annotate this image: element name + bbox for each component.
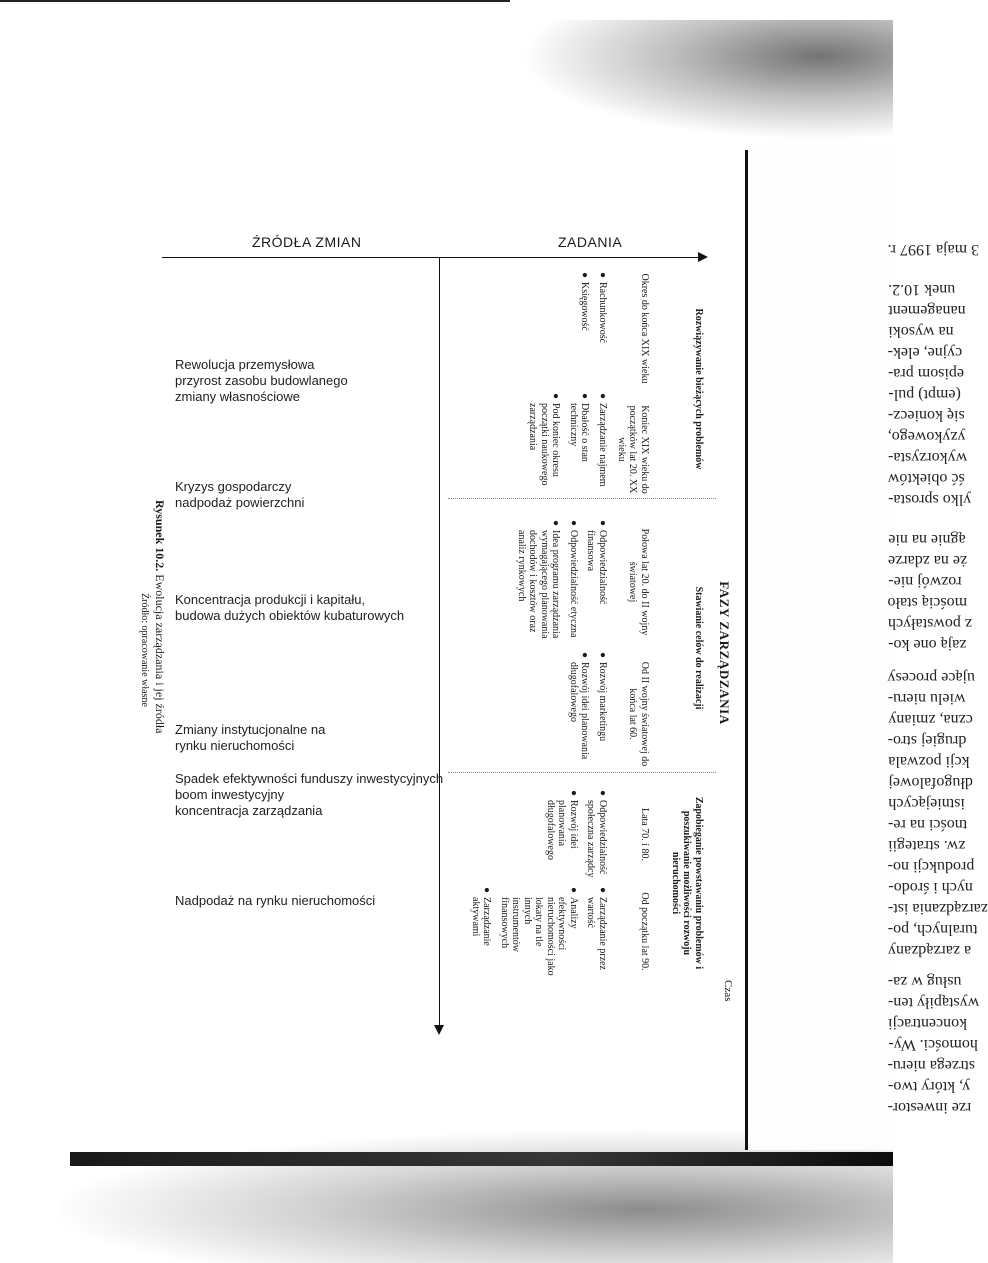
adjacent-page-line: a zarządzany [888,942,972,959]
task-item: ● Pod koniec okresu początki naukowego zarządzania [527,393,562,506]
figure-caption [118,500,168,800]
source-line: Koncentracja produkcji i kapitału, [175,592,366,607]
adjacent-page-line: rze inwestor- [888,1099,972,1116]
adjacent-page-line: wystąpiły ten- [888,994,980,1011]
adjacent-page-line: ylko sprosta- [888,491,972,508]
subphase-period: Lata 70. i 80. [639,807,650,862]
adjacent-page-line: się koniecz- [888,407,965,424]
source-line: budowa dużych obiektów kubaturowych [175,608,405,623]
task-item: ● Zarządzanie najmem [597,393,608,487]
task-label: Idea programu zarządzania wymagającego planowania dochodów i kosztów oraz analiz rynkowych [516,530,562,639]
adjacent-page-line: drugiej stro- [888,732,967,749]
source-line: Spadek efektywności funduszy inwestycyjnych [175,771,444,786]
task-item: ● Rozwój idei planowania długofalowego [545,790,580,879]
adjacent-page-line: koncentracji [888,1015,968,1032]
subphase-period: Od początku lat 90. [639,892,650,971]
adjacent-page-line: że na zdarze [888,552,968,569]
task-label: Rachunkowość [597,282,608,344]
phase-group-title: Rozwiązywanie bieżących problemów [693,308,704,470]
time-axis-line [439,257,440,1027]
adjacent-page-line: wykorzysta- [888,449,968,466]
adjacent-page-line: rozwój nie- [888,573,962,590]
source-line: Zmiany instytucjonalne na [175,722,326,737]
task-label: Odpowiedzialność etyczna [568,530,579,638]
task-label: Rozwój idei planowania długofalowego [545,800,579,860]
adjacent-page-line: kcji pozwala [888,753,970,770]
horizontal-axis-arrow [698,252,708,262]
phase-group-3 [454,786,704,980]
time-axis-label: Czas [722,980,734,1002]
adjacent-page-line: ujące procesy [888,669,976,686]
task-label: Dbałość o stan techniczny [568,403,591,462]
adjacent-page-line: produkcji no- [888,858,975,875]
subphase [470,883,651,980]
management-phases-table [448,268,738,1038]
adjacent-page-line: zw. strategii [888,837,966,854]
task-item: ● Dbałość o stan techniczny [568,393,591,506]
adjacent-page-line: y, który two- [888,1078,971,1095]
adjacent-page [745,150,988,1150]
task-item: ● Analizy efektywności nieruchomości jako lokaty na tle innych instrumentów finansowych [499,887,579,976]
caption-label: Rysunek 10.2. [153,500,167,572]
task-label: Pod koniec okresu początki naukowego zarządzania [527,403,562,486]
adjacent-page-line: ągnie na nie [888,531,966,548]
subphase [527,389,650,510]
adjacent-page-line: z powstałych [888,615,972,632]
task-label: Odpowiedzialność finansowa [585,530,608,605]
scan-noise-top [520,20,893,140]
adjacent-page-line: unek 10.2. [888,281,956,298]
source-line: przyrost zasobu budowlanego [175,373,348,388]
adjacent-page-line: episom pra- [888,365,964,382]
adjacent-page-line: na wysoki [888,323,954,340]
source-line: nadpodaż powierzchni [175,495,305,510]
subphase-period: Okres do końca XIX wieku [639,273,650,384]
header-tasks: ZADANIA [558,234,623,250]
adjacent-page-line: 3 maja 1997 r. [888,241,980,258]
task-item: ● Zarządzanie przez wartość [585,887,608,976]
adjacent-page-line: usług w za- [888,973,962,990]
source-line: rynku nieruchomości [175,738,295,753]
task-item: ● Odpowiedzialność etyczna [568,520,579,638]
source-line: boom inwestycyjny [175,787,285,802]
subphase-period: Połowa lat 20. do II wojny światowej [627,528,650,636]
task-item: ● Księgowość [579,272,591,331]
adjacent-page-line: tności na re- [888,816,968,833]
phase-group-1 [454,268,704,510]
phase-group-title: Zapobieganie powstawaniu problemów i poszukiwanie możliwości rozwoju nieruchomości [670,796,704,970]
task-item: ● Rozwój marketingu [597,652,608,742]
source-line: Rewolucja przemysłowa [175,357,315,372]
adjacent-page-line: mością stało [888,594,968,611]
adjacent-page-line: długofalowej [888,774,973,791]
source-line: Nadpodaż na rynku nieruchomości [175,893,376,908]
phase-group-title: Stawianie celów do realizacji [693,586,704,710]
book-binding-shadow [70,1152,893,1166]
header-sources: ŹRÓDŁA ZMIAN [252,234,362,250]
task-item: ● Odpowiedzialność finansowa [585,520,608,644]
scan-top-rule [0,0,510,2]
subphase [516,516,651,648]
source-line: zmiany własnościowe [175,389,300,404]
task-item: ● Rachunkowość [597,272,608,344]
task-label: Zarządzanie przez wartość [585,897,608,970]
task-label: Analizy efektywności nieruchomości jako lokaty na tle innych instrumentów finansowych [499,897,579,976]
task-label: Zarządzanie najmem [597,403,608,487]
adjacent-page-line: yzykowego, [888,428,966,445]
caption-source: Źródło: opracowanie własne [139,593,150,707]
subphase [527,268,650,389]
subphase [470,786,651,883]
task-label: Księgowość [579,282,591,331]
caption-text: Ewolucja zarządzania i jej źródła [153,574,167,734]
adjacent-page-line: wielu nieru- [888,690,966,707]
task-item: ● Rozwój idei planowania długofalowego [568,652,591,776]
task-item: ● Idea programu zarządzania wymagającego planowania dochodów i kosztów oraz analiz rynkowych [516,520,562,644]
adjacent-page-line: nanagement [888,302,966,319]
adjacent-page-line: turalnych, po- [888,921,978,938]
task-item: ● Odpowiedzialność społeczna zarządcy [585,790,608,878]
adjacent-page-line: nych i środo- [888,879,973,896]
task-label: Rozwój marketingu [597,662,608,742]
subphase [516,648,651,780]
source-line: Kryzys gospodarczy [175,479,292,494]
task-label: Rozwój idei planowania długofalowego [568,662,591,760]
adjacent-page-line: (empt) pul- [888,386,961,403]
phases-title: FAZY ZARZĄDZANIA [717,581,732,725]
adjacent-page-line: zają one ko- [888,636,967,653]
subphase-period: Od II wojny światowej do końca lat 60. [627,661,650,767]
task-item: ● Zarządzanie aktywami [470,887,493,976]
adjacent-page-line: czna, zmiany [888,711,973,728]
adjacent-page-line: homości. Wy- [888,1036,978,1053]
horizontal-axis-line [162,257,702,258]
task-label: Odpowiedzialność społeczna zarządcy [585,800,608,878]
subphase-period: Koniec XIX wieku do początków lat 20. XX wieku [616,405,650,494]
phase-group-2 [454,516,704,780]
task-label: Zarządzanie aktywami [470,897,493,946]
time-axis-arrow [434,1025,444,1035]
adjacent-page-line: strzega nieru- [888,1057,976,1074]
adjacent-page-line: cyjne, elek- [888,344,963,361]
adjacent-page-line: istniejących [888,795,965,812]
source-line: koncentracja zarządzania [175,803,323,818]
adjacent-page-line: ść obiektów [888,470,965,487]
adjacent-page-line: zarządzania ist- [888,900,988,917]
